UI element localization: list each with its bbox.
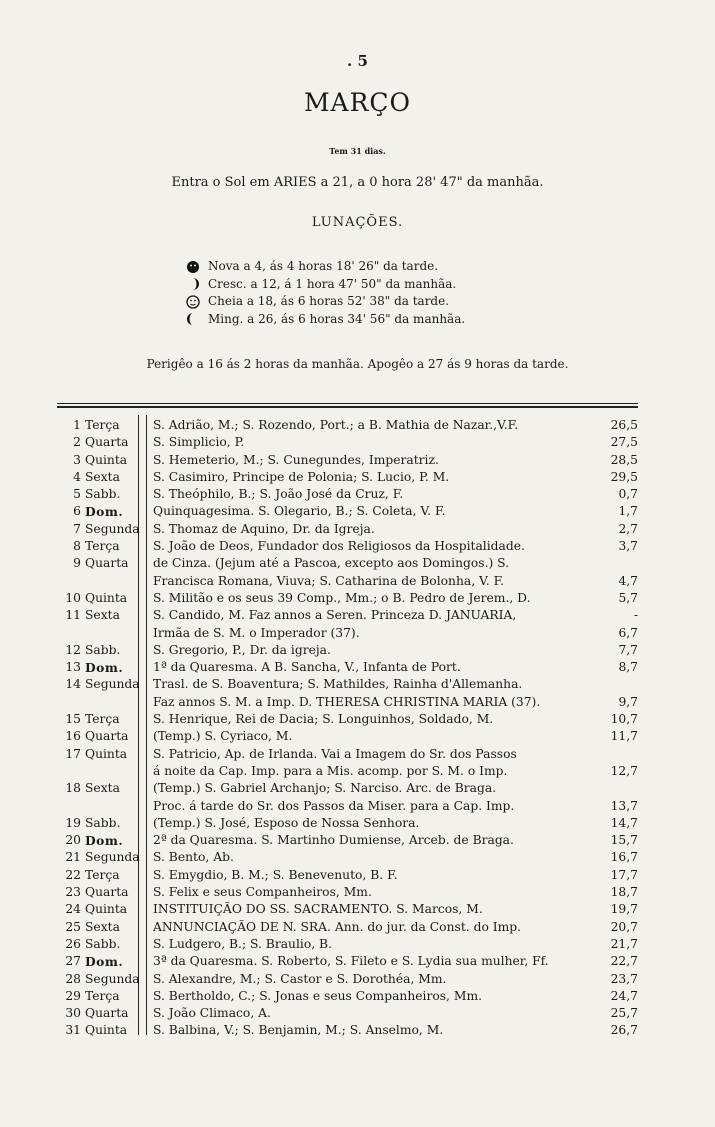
table-top-rule-thick xyxy=(57,406,638,408)
saints-text: S. Thomaz de Aquino, Dr. da Igreja. xyxy=(153,521,375,536)
weekday xyxy=(81,625,145,642)
saints-text: S. Militão e os seus 39 Comp., Mm.; o B. Pedro de Jerem., D. xyxy=(153,590,531,605)
moon-age-value: 10,7 xyxy=(610,712,638,727)
day-number: 13 xyxy=(65,660,81,675)
calendar-row xyxy=(57,711,638,728)
day-number: 23 xyxy=(65,885,81,900)
day-number: 18 xyxy=(65,781,81,796)
month-title: MARÇO xyxy=(303,88,412,117)
saints-text: S. Alexandre, M.; S. Castor e S. Dorothéa, Mm. xyxy=(153,971,447,986)
saints-text: INSTITUIÇÃO DO SS. SACRAMENTO. S. Marcos, M. xyxy=(153,902,483,917)
day-number xyxy=(57,798,81,815)
moon-age-value: 5,7 xyxy=(618,590,638,605)
moon-age-value: 21,7 xyxy=(610,936,638,951)
moon-age-value: 18,7 xyxy=(610,885,638,900)
calendar-row xyxy=(57,936,638,953)
calendar-row xyxy=(57,573,638,590)
day-number: 29 xyxy=(65,988,81,1003)
saints-text: S. Hemeterio, M.; S. Cunegundes, Imperatriz. xyxy=(153,452,439,467)
moon-age-value: 13,7 xyxy=(610,798,638,813)
moon-age-value xyxy=(594,780,638,797)
calendar-row xyxy=(57,798,638,815)
weekday: Sexta xyxy=(85,469,120,484)
moon-age-value: 14,7 xyxy=(610,815,638,830)
weekday: Quarta xyxy=(85,885,129,900)
calendar-row xyxy=(57,607,638,624)
day-number: 2 xyxy=(73,435,81,450)
saints-text: ANNUNCIAÇÃO DE N. SRA. Ann. do jur. da Const. do Imp. xyxy=(153,919,522,934)
day-number: 11 xyxy=(65,608,81,623)
saints-text: S. Ludgero, B.; S. Braulio, B. xyxy=(153,936,333,951)
moon-age-value: 3,7 xyxy=(618,539,638,554)
moon-age-value: 26,5 xyxy=(610,418,638,432)
day-number: 14 xyxy=(65,677,81,692)
calendar-row xyxy=(57,832,638,849)
moon-age-value: 2,7 xyxy=(618,521,638,536)
moon-phase-text: Cresc. a 12, á 1 hora 47' 50" da manhãa. xyxy=(208,276,457,291)
calendar-row xyxy=(57,538,638,555)
moon-age-value: 17,7 xyxy=(610,867,638,882)
moon-age-value: 23,7 xyxy=(610,971,638,986)
day-number: 27 xyxy=(65,954,81,969)
moon-age-value: 15,7 xyxy=(610,833,638,848)
saints-text: á noite da Cap. Imp. para a Mis. acomp. por S. M. o Imp. xyxy=(153,763,508,778)
day-number: 19 xyxy=(65,815,81,830)
calendar-row xyxy=(57,469,638,486)
day-number: 12 xyxy=(65,642,81,657)
weekday: Dom. xyxy=(85,504,124,520)
saints-text: S. Adrião, M.; S. Rozendo, Port.; a B. Mathia de Nazar.,V.F. xyxy=(153,418,519,432)
moon-age-value: 9,7 xyxy=(618,694,638,709)
saints-text: S. Bertholdo, C.; S. Jonas e seus Companheiros, Mm. xyxy=(153,988,483,1003)
moon-age-value: 16,7 xyxy=(610,850,638,865)
weekday: Quinta xyxy=(85,1023,128,1038)
saints-text: S. Henrique, Rei de Dacia; S. Longuinhos, Soldado, M. xyxy=(153,712,494,727)
weekday: Sabb. xyxy=(85,815,121,830)
calendar-row xyxy=(57,486,638,503)
day-number: 16 xyxy=(65,729,81,744)
weekday: Dom. xyxy=(85,660,124,676)
lunacoes-heading: LUNAÇÕES. xyxy=(311,215,404,230)
day-number: 20 xyxy=(65,833,81,848)
full-moon-icon xyxy=(186,295,200,309)
weekday: Dom. xyxy=(85,954,124,970)
saints-text: S. Balbina, V.; S. Benjamin, M.; S. Anselmo, M. xyxy=(153,1023,444,1038)
saints-text: de Cinza. (Jejum até a Pascoa, excepto aos Domingos.) S. xyxy=(153,556,510,571)
saints-text: Faz annos S. M. a Imp. D. THERESA CHRISTINA MARIA (37). xyxy=(153,694,541,709)
moon-age-value xyxy=(594,555,638,572)
calendar-row xyxy=(57,642,638,659)
weekday: Quarta xyxy=(85,435,129,450)
calendar-row xyxy=(57,452,638,469)
weekday xyxy=(81,573,145,590)
weekday: Terça xyxy=(85,418,120,432)
day-number: 4 xyxy=(73,469,81,484)
moon-phase-row xyxy=(186,276,465,294)
saints-text: S. Simplicio, P. xyxy=(153,435,245,450)
moon-age-value: 25,7 xyxy=(610,1006,638,1021)
moon-age-value: 24,7 xyxy=(610,988,638,1003)
day-number: 25 xyxy=(65,919,81,934)
weekday: Sabb. xyxy=(85,936,121,951)
saints-text: (Temp.) S. Gabriel Archanjo; S. Narciso. Arc. de Braga. xyxy=(153,781,497,796)
calendar-row xyxy=(57,503,638,520)
calendar-row xyxy=(57,434,638,451)
waxing-moon-icon xyxy=(186,277,200,291)
weekday xyxy=(81,798,145,815)
moon-age-value xyxy=(594,676,638,693)
saints-text: (Temp.) S. Cyriaco, M. xyxy=(153,729,293,744)
weekday: Quinta xyxy=(85,452,128,467)
waning-moon-icon xyxy=(186,312,200,326)
saints-text: 3ª da Quaresma. S. Roberto, S. Fileto e S. Lydia sua mulher, Ff. xyxy=(153,954,549,969)
moon-age-value: 28,5 xyxy=(610,452,638,467)
moon-age-value xyxy=(594,746,638,763)
weekday xyxy=(81,763,145,780)
weekday: Segunda xyxy=(85,521,140,536)
weekday: Sexta xyxy=(85,608,120,623)
weekday: Sexta xyxy=(85,919,120,934)
day-number: 15 xyxy=(65,712,81,727)
weekday xyxy=(81,694,145,711)
perigee-apogee-note: Perigêo a 16 ás 2 horas da manhãa. Apogêo a 27 ás 9 horas da tarde. xyxy=(146,357,569,371)
saints-text: Trasl. de S. Boaventura; S. Mathildes, Rainha d'Allemanha. xyxy=(153,677,523,692)
calendar-row xyxy=(57,1005,638,1022)
calendar-row xyxy=(57,988,638,1005)
calendar-row xyxy=(57,884,638,901)
saints-text: Irmãa de S. M. o Imperador (37). xyxy=(153,625,360,640)
calendar-row xyxy=(57,521,638,538)
calendar-row xyxy=(57,676,638,693)
day-number: 10 xyxy=(65,590,81,605)
moon-age-value: 7,7 xyxy=(618,642,638,657)
calendar-row xyxy=(57,867,638,884)
day-number: 1 xyxy=(73,418,81,432)
moon-phase-row xyxy=(186,311,465,329)
moon-phase-text: Cheia a 18, ás 6 horas 52' 38" da tarde. xyxy=(208,294,450,308)
day-number: 7 xyxy=(73,521,81,536)
moon-age-value: 19,7 xyxy=(610,902,638,917)
weekday: Terça xyxy=(85,867,120,882)
moon-age-value: 26,7 xyxy=(610,1023,638,1038)
calendar-row xyxy=(57,763,638,780)
moon-phase-text: Nova a 4, ás 4 horas 18' 26" da tarde. xyxy=(208,259,439,273)
saints-text: S. Bento, Ab. xyxy=(153,850,234,865)
saints-text: S. Felix e seus Companheiros, Mm. xyxy=(153,885,372,900)
days-count: Tem 31 dias. xyxy=(329,146,386,156)
moon-age-value: 6,7 xyxy=(618,625,638,640)
saints-text: 2ª da Quaresma. S. Martinho Dumiense, Arceb. de Braga. xyxy=(153,833,514,848)
weekday: Quinta xyxy=(85,590,128,605)
saints-text: Francisca Romana, Viuva; S. Catharina de Bolonha, V. F. xyxy=(153,573,505,588)
day-number: 6 xyxy=(73,504,81,519)
moon-age-value: 29,5 xyxy=(610,469,638,484)
saints-text: (Temp.) S. José, Esposo de Nossa Senhora. xyxy=(153,815,420,830)
moon-phases-list xyxy=(186,258,465,328)
moon-phase-text: Ming. a 26, ás 6 horas 34' 56" da manhãa. xyxy=(208,311,466,326)
calendar-row xyxy=(57,746,638,763)
calendar-row xyxy=(57,659,638,676)
saints-text: Proc. á tarde do Sr. dos Passos da Miser. para a Cap. Imp. xyxy=(153,798,515,813)
day-number: 22 xyxy=(65,867,81,882)
moon-age-value: 4,7 xyxy=(618,573,638,588)
weekday: Quinta xyxy=(85,746,128,761)
calendar-row xyxy=(57,953,638,970)
weekday: Segunda xyxy=(85,850,140,865)
moon-age-value: 1,7 xyxy=(618,504,638,519)
moon-age-value: 27,5 xyxy=(610,435,638,450)
moon-age-value: 22,7 xyxy=(610,954,638,969)
saints-text: S. João de Deos, Fundador dos Religiosos da Hospitalidade. xyxy=(153,539,525,554)
table-top-rule xyxy=(57,403,638,404)
weekday: Terça xyxy=(85,988,120,1003)
moon-age-value: - xyxy=(633,608,638,623)
day-number: 17 xyxy=(65,746,81,761)
day-number xyxy=(57,573,81,590)
saints-text: S. Emygdio, B. M.; S. Benevenuto, B. F. xyxy=(153,867,398,882)
saints-text: S. Casimiro, Principe de Polonia; S. Lucio, P. M. xyxy=(153,469,450,484)
day-number xyxy=(57,763,81,780)
weekday: Segunda xyxy=(85,677,140,692)
day-number: 26 xyxy=(65,936,81,951)
page-number: . 5 xyxy=(347,52,368,70)
calendar-row xyxy=(57,849,638,866)
day-number: 30 xyxy=(65,1006,81,1021)
day-number: 31 xyxy=(65,1023,81,1038)
day-number xyxy=(57,625,81,642)
weekday: Terça xyxy=(85,712,120,727)
calendar-row xyxy=(57,417,638,434)
saints-text: S. João Climaco, A. xyxy=(153,1006,271,1021)
calendar-row xyxy=(57,728,638,745)
moon-age-value: 20,7 xyxy=(610,919,638,934)
weekday: Sabb. xyxy=(85,642,121,657)
moon-age-value: 8,7 xyxy=(618,660,638,675)
moon-age-value: 0,7 xyxy=(618,487,638,502)
moon-age-value: 12,7 xyxy=(610,763,638,778)
calendar-row xyxy=(57,694,638,711)
weekday: Quarta xyxy=(85,729,129,744)
saints-text: Quinquagesima. S. Olegario, B.; S. Coleta, V. F. xyxy=(153,504,446,519)
new-moon-icon xyxy=(186,260,200,274)
calendar-row xyxy=(57,1022,638,1039)
weekday: Quinta xyxy=(85,902,128,917)
day-number: 28 xyxy=(65,971,81,986)
day-number: 8 xyxy=(73,539,81,554)
calendar-row xyxy=(57,780,638,797)
calendar-row xyxy=(57,590,638,607)
moon-age-value: 11,7 xyxy=(610,729,638,744)
calendar-row xyxy=(57,971,638,988)
weekday: Segunda xyxy=(85,971,140,986)
saints-text: S. Gregorio, P., Dr. da igreja. xyxy=(153,642,331,657)
saints-text: S. Candido, M. Faz annos a Seren. Princeza D. JANUARIA, xyxy=(153,608,517,623)
weekday: Quarta xyxy=(85,556,129,571)
day-number: 5 xyxy=(73,487,81,502)
saints-text: S. Patricio, Ap. de Irlanda. Vai a Imagem do Sr. dos Passos xyxy=(153,746,517,761)
day-number: 21 xyxy=(65,850,81,865)
day-number: 3 xyxy=(73,452,81,467)
calendar-row xyxy=(57,815,638,832)
weekday: Dom. xyxy=(85,833,124,849)
calendar-row xyxy=(57,625,638,642)
saints-text: S. Theóphilo, B.; S. João José da Cruz, F. xyxy=(153,487,404,502)
weekday: Sexta xyxy=(85,781,120,796)
moon-phase-row xyxy=(186,258,465,276)
day-number: 9 xyxy=(73,556,81,571)
sun-entry-note: Entra o Sol em ARIES a 21, a 0 hora 28' 47" da manhãa. xyxy=(171,175,544,190)
calendar-row xyxy=(57,901,638,918)
weekday: Terça xyxy=(85,539,120,554)
calendar-table xyxy=(57,417,638,1040)
weekday: Sabb. xyxy=(85,487,121,502)
calendar-row xyxy=(57,555,638,572)
day-number: 24 xyxy=(65,902,81,917)
day-number xyxy=(57,694,81,711)
weekday: Quarta xyxy=(85,1006,129,1021)
saints-text: 1ª da Quaresma. A B. Sancha, V., Infanta de Port. xyxy=(153,660,461,675)
calendar-row xyxy=(57,919,638,936)
moon-phase-row xyxy=(186,293,465,311)
